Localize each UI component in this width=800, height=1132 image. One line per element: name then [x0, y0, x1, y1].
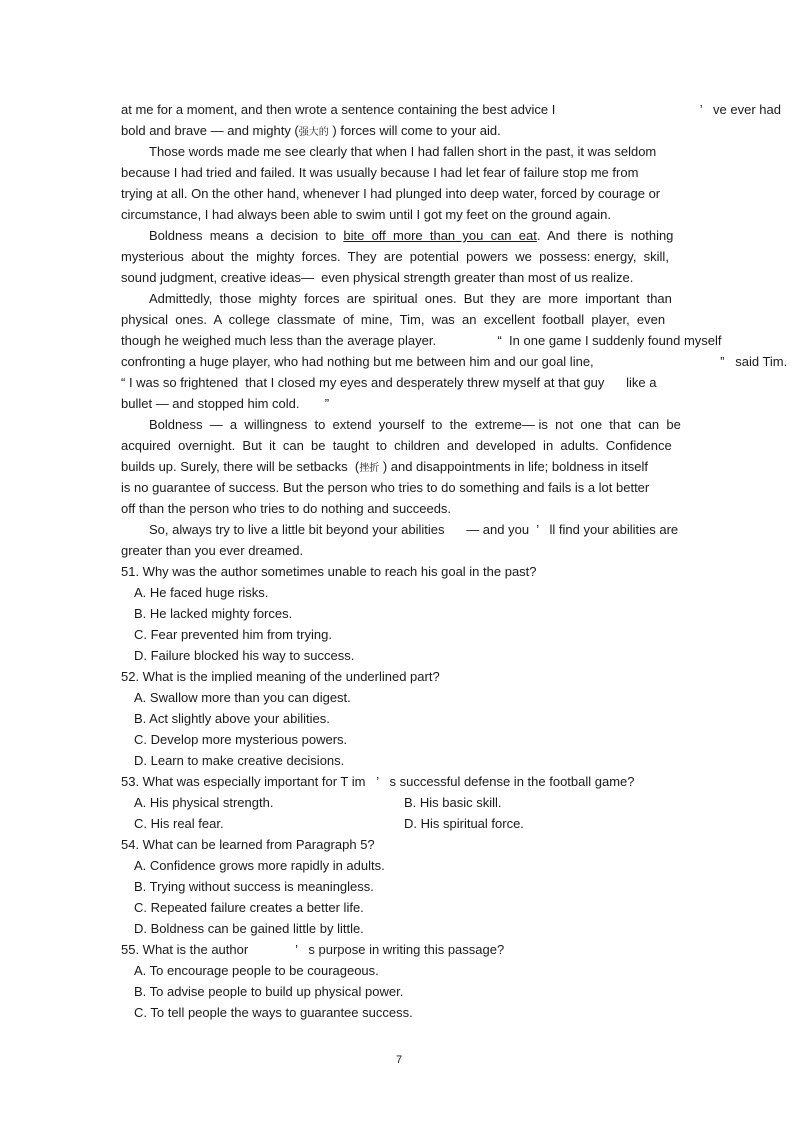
- passage-line: [149, 228, 673, 244]
- passage-line: acquired overnight. But it can be taught to children and developed in adults. Confidence: [121, 438, 672, 453]
- question-stem: 53. What was especially important for T im ’ s successful defense in the football game?: [121, 774, 635, 789]
- answer-option: A. Confidence grows more rapidly in adults.: [134, 858, 385, 873]
- question-stem: 55. What is the author ’ s purpose in writing this passage?: [121, 942, 505, 957]
- passage-line: bullet — and stopped him cold. ”: [121, 396, 330, 411]
- underlined-phrase: bite off more than you can eat: [343, 228, 537, 243]
- passage-line: Boldness — a willingness to extend yourself to the extreme— is not one that can be: [149, 417, 681, 432]
- passage-text: . And there is nothing: [536, 228, 674, 243]
- passage-line: Those words made me see clearly that when I had fallen short in the past, it was seldom: [149, 144, 657, 159]
- answer-option: C. Fear prevented him from trying.: [134, 627, 332, 642]
- answer-option: A. He faced huge risks.: [134, 585, 269, 600]
- passage-line: circumstance, I had always been able to swim until I got my feet on the ground again.: [121, 207, 611, 222]
- answer-option: B. Trying without success is meaningless.: [134, 879, 374, 894]
- passage-line: trying at all. On the other hand, whenever I had plunged into deep water, forced by courage or: [121, 186, 661, 201]
- answer-option: D. Failure blocked his way to success.: [134, 648, 355, 663]
- answer-option: B. Act slightly above your abilities.: [134, 711, 330, 726]
- passage-text: bold and brave — and mighty (: [121, 123, 299, 138]
- answer-option: C. Repeated failure creates a better life.: [134, 900, 364, 915]
- answer-option: D. His spiritual force.: [404, 816, 524, 831]
- passage-line: “ I was so frightened that I closed my eyes and desperately threw myself at that guy like a: [121, 375, 657, 390]
- passage-text: builds up. Surely, there will be setbacks (: [121, 459, 360, 474]
- answer-option: A. To encourage people to be courageous.: [134, 963, 379, 978]
- passage-line: sound judgment, creative ideas— even physical strength greater than most of us realize.: [121, 270, 634, 285]
- answer-option: C. To tell people the ways to guarantee success.: [134, 1005, 413, 1020]
- question-stem: 52. What is the implied meaning of the underlined part?: [121, 669, 440, 684]
- passage-line: So, always try to live a little bit beyond your abilities — and you ’ ll find your abilities are: [149, 522, 679, 537]
- passage-line: because I had tried and failed. It was usually because I had let fear of failure stop me from: [121, 165, 639, 180]
- chinese-gloss: 强大的: [298, 127, 329, 138]
- passage-line: greater than you ever dreamed.: [121, 543, 304, 558]
- chinese-gloss: 挫折: [359, 463, 380, 474]
- passage-line: though he weighed much less than the average player. “ In one game I suddenly found myself: [121, 333, 722, 348]
- passage-text: ) forces will come to your aid.: [328, 123, 501, 138]
- answer-option: D. Learn to make creative decisions.: [134, 753, 345, 768]
- question-stem: 51. Why was the author sometimes unable to reach his goal in the past?: [121, 564, 537, 579]
- passage-line: physical ones. A college classmate of mine, Tim, was an excellent football player, even: [121, 312, 666, 327]
- answer-option: B. His basic skill.: [404, 795, 502, 810]
- passage-line: [121, 123, 501, 141]
- page-number: 7: [396, 1054, 403, 1066]
- passage-line: confronting a huge player, who had nothing but me between him and our goal line, ” said Tim.: [121, 354, 788, 369]
- answer-option: A. His physical strength.: [134, 795, 274, 810]
- passage-line: is no guarantee of success. But the person who tries to do something and fails is a lot better: [121, 480, 650, 495]
- passage-line: off than the person who tries to do nothing and succeeds.: [121, 501, 452, 516]
- passage-line: Admittedly, those mighty forces are spiritual ones. But they are more important than: [149, 291, 672, 306]
- answer-option: C. His real fear.: [134, 816, 224, 831]
- passage-text: Boldness means a decision to: [149, 228, 344, 243]
- answer-option: C. Develop more mysterious powers.: [134, 732, 348, 747]
- answer-option: B. To advise people to build up physical power.: [134, 984, 404, 999]
- passage-line: [121, 459, 648, 477]
- passage-text: ) and disappointments in life; boldness in itself: [379, 459, 649, 474]
- answer-option: B. He lacked mighty forces.: [134, 606, 293, 621]
- question-stem: 54. What can be learned from Paragraph 5?: [121, 837, 375, 852]
- passage-line: at me for a moment, and then wrote a sentence containing the best advice I ’ ve ever had: [121, 102, 781, 117]
- answer-option: A. Swallow more than you can digest.: [134, 690, 351, 705]
- passage-line: mysterious about the mighty forces. They are potential powers we possess: energy, skill,: [121, 249, 669, 264]
- answer-option: D. Boldness can be gained little by little.: [134, 921, 364, 936]
